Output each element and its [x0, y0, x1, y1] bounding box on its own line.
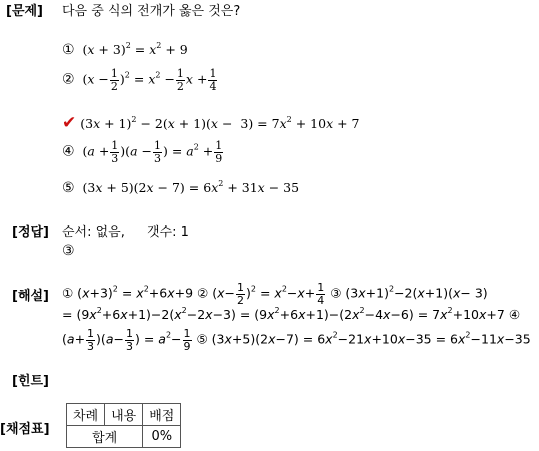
explanation-label: [해설]: [12, 289, 49, 304]
explanation-line-2: = $(9x^2+6x+1)-2(x^2-2x-3) = (9x^2+6x+1)-(2x^2-4x-6) = 7x^2+10x+7$ ④: [62, 306, 521, 322]
answer-order: 순서: 없음,: [62, 225, 125, 240]
total-label: 합계: [67, 426, 143, 448]
header-points: 배점: [143, 404, 181, 426]
checkmark-icon: ✔: [62, 113, 77, 133]
choice-number: ④: [62, 143, 75, 160]
problem-label: [문제]: [6, 4, 43, 19]
choice-number: ⑤: [62, 180, 75, 196]
choice-number: ①: [62, 42, 75, 58]
scoring-label: [채점표]: [0, 422, 50, 437]
score-table-header-row: [67, 404, 181, 426]
answer-label: [정답]: [12, 225, 49, 240]
question-text: 다음 중 식의 전개가 옳은 것은?: [62, 4, 241, 19]
header-order: 차례: [67, 404, 105, 426]
choice-2[interactable]: ② (x − $\frac{1}{2}$ )$^2 = x^2$ − $\frac{1}{2}$ x + $\frac{1}{4}$: [62, 67, 217, 93]
score-table-total-row: [67, 426, 181, 448]
explanation-line-3: (a+ $\frac{1}{3}$ )(a− $\frac{1}{3}$ ) = $a^2-$ $\frac{1}{9}$ ⑤ $(3x+5)(2x-7) = 6x^2-21x+10x-35 = 6x^2-11x-35$: [62, 327, 531, 353]
answer-choice: ③: [62, 243, 75, 259]
header-content: 내용: [105, 404, 143, 426]
total-value: 0%: [143, 426, 181, 448]
answer-count: 갯수: 1: [147, 225, 189, 240]
score-table: [66, 403, 181, 448]
explanation-line-1: ① $(x+3)^2 = x^2+6x+9$ ② (x− $\frac{1}{2}$ )$^2 = x^2-x+$ $\frac{1}{4}$ ③ $(3x+1)^2-2(x+1)(x- 3)$: [62, 281, 488, 307]
choice-number: ②: [62, 71, 75, 88]
hint-label: [힌트]: [12, 374, 49, 389]
choice-5[interactable]: ⑤ $(3x + 5)(2x - 7) = 6x^2 + 31x - 35$: [62, 179, 300, 196]
choice-1[interactable]: ① $(x + 3)^2 = x^2 + 9$: [62, 41, 188, 58]
choice-3[interactable]: ✔ $(3x + 1)^2 - 2(x + 1)(x - 3) = 7x^2 + 10x + 7$: [62, 113, 360, 133]
choice-4[interactable]: ④ (a + $\frac{1}{3}$ )(a − $\frac{1}{3}$ ) = $a^2$ + $\frac{1}{9}$: [62, 139, 223, 165]
